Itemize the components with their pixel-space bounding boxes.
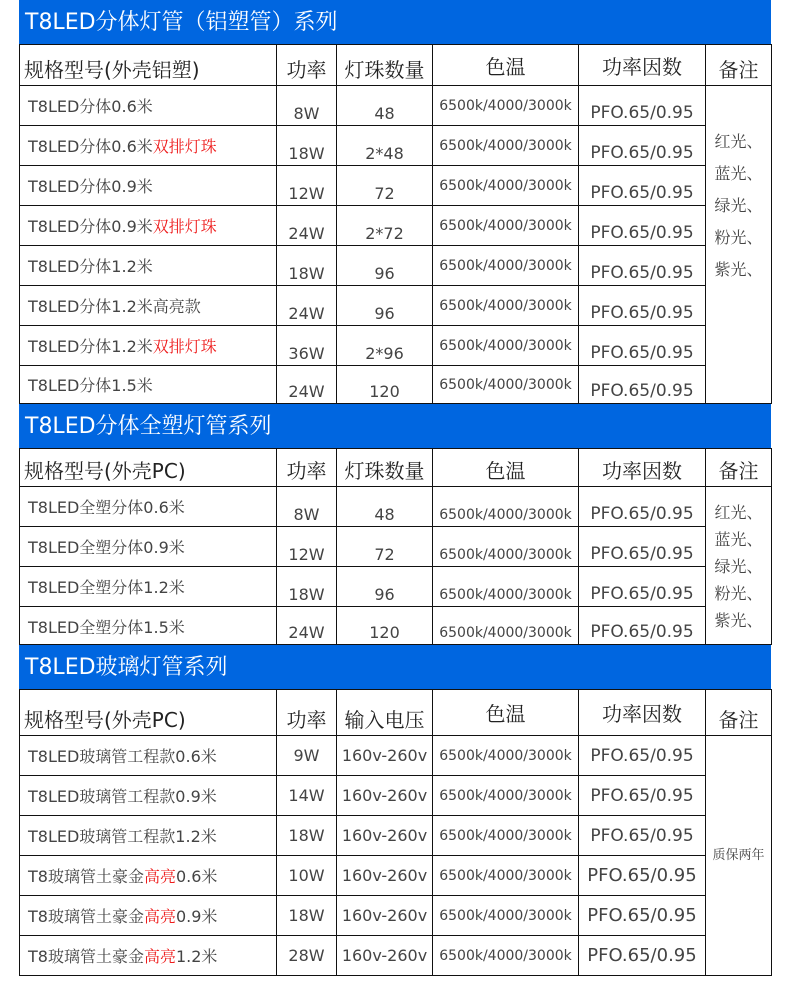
table-full-plastic — [19, 448, 772, 645]
power-factor-cell: PFO.65/0.95 — [579, 736, 706, 776]
power-factor-cell: PFO.65/0.95 — [579, 527, 706, 567]
power-factor-cell: PFO.65/0.95 — [579, 86, 706, 126]
voltage-cell: 160v-260v — [337, 776, 433, 816]
count-cell: 2*48 — [337, 126, 433, 166]
color-temp-cell: 6500k/4000/3000k — [433, 246, 579, 286]
notes-cell: 红光、蓝光、绿光、粉光、紫光、 — [706, 86, 772, 404]
power-cell: 18W — [277, 816, 337, 856]
notes-cell: 红光、蓝光、绿光、粉光、紫光、 — [706, 487, 772, 645]
color-temp-cell: 6500k/4000/3000k — [433, 326, 579, 366]
highlight-text: 双排灯珠 — [152, 337, 217, 356]
table-row — [20, 527, 772, 567]
header-color-temp: 色温 — [433, 449, 579, 487]
power-factor-cell: PFO.65/0.95 — [579, 126, 706, 166]
count-cell: 72 — [337, 166, 433, 206]
header-model: 规格型号(外壳PC) — [20, 449, 277, 487]
table-header-row — [20, 690, 772, 736]
count-cell: 2*72 — [337, 206, 433, 246]
color-temp-cell: 6500k/4000/3000k — [433, 166, 579, 206]
color-temp-cell: 6500k/4000/3000k — [433, 126, 579, 166]
power-factor-cell: PFO.65/0.95 — [579, 487, 706, 527]
header-model: 规格型号(外壳PC) — [20, 690, 277, 736]
power-cell: 12W — [277, 527, 337, 567]
header-power: 功率 — [277, 690, 337, 736]
power-cell: 18W — [277, 126, 337, 166]
power-cell: 18W — [277, 246, 337, 286]
highlight-text: 双排灯珠 — [152, 137, 217, 156]
section-title-full-plastic: T8LED分体全塑灯管系列 — [19, 404, 771, 448]
power-cell: 9W — [277, 736, 337, 776]
voltage-cell: 160v-260v — [337, 816, 433, 856]
table-row — [20, 816, 772, 856]
color-temp-cell: 6500k/4000/3000k — [433, 607, 579, 645]
header-power-factor: 功率因数 — [579, 45, 706, 86]
model-cell: T8LED分体0.9米 — [20, 166, 277, 206]
color-temp-cell: 6500k/4000/3000k — [433, 487, 579, 527]
count-cell: 120 — [337, 366, 433, 404]
voltage-cell: 160v-260v — [337, 936, 433, 976]
model-cell: T8LED全塑分体0.9米 — [20, 527, 277, 567]
power-cell: 28W — [277, 936, 337, 976]
highlight-text: 高亮 — [143, 867, 176, 886]
table-row — [20, 126, 772, 166]
model-cell: T8LED分体0.9米双排灯珠 — [20, 206, 277, 246]
section-title-glass: T8LED玻璃灯管系列 — [19, 645, 771, 689]
voltage-cell: 160v-260v — [337, 856, 433, 896]
model-cell: T8LED玻璃管工程款0.6米 — [20, 736, 277, 776]
model-cell: T8LED分体1.2米双排灯珠 — [20, 326, 277, 366]
header-power: 功率 — [277, 449, 337, 487]
table-aluminum-plastic — [19, 44, 772, 404]
header-power-factor: 功率因数 — [579, 449, 706, 487]
power-cell: 18W — [277, 896, 337, 936]
header-model: 规格型号(外壳铝塑) — [20, 45, 277, 86]
power-cell: 24W — [277, 366, 337, 404]
table-row — [20, 86, 772, 126]
color-temp-cell: 6500k/4000/3000k — [433, 567, 579, 607]
power-factor-cell: PFO.65/0.95 — [579, 896, 706, 936]
count-cell: 120 — [337, 607, 433, 645]
power-factor-cell: PFO.65/0.95 — [579, 607, 706, 645]
table-row — [20, 286, 772, 326]
table-row — [20, 487, 772, 527]
power-cell: 24W — [277, 607, 337, 645]
header-notes: 备注 — [706, 449, 772, 487]
color-temp-cell: 6500k/4000/3000k — [433, 736, 579, 776]
table-row — [20, 607, 772, 645]
header-notes: 备注 — [706, 45, 772, 86]
color-temp-cell: 6500k/4000/3000k — [433, 206, 579, 246]
model-cell: T8玻璃管土豪金高亮0.9米 — [20, 896, 277, 936]
color-temp-cell: 6500k/4000/3000k — [433, 286, 579, 326]
model-cell: T8LED全塑分体1.5米 — [20, 607, 277, 645]
power-factor-cell: PFO.65/0.95 — [579, 567, 706, 607]
section-title-aluminum-plastic: T8LED分体灯管（铝塑管）系列 — [19, 0, 771, 44]
power-cell: 8W — [277, 487, 337, 527]
table-row — [20, 856, 772, 896]
color-temp-cell: 6500k/4000/3000k — [433, 896, 579, 936]
table-row — [20, 366, 772, 404]
table-glass — [19, 689, 772, 976]
power-factor-cell: PFO.65/0.95 — [579, 816, 706, 856]
count-cell: 2*96 — [337, 326, 433, 366]
count-cell: 96 — [337, 286, 433, 326]
count-cell: 96 — [337, 567, 433, 607]
color-temp-cell: 6500k/4000/3000k — [433, 856, 579, 896]
model-cell: T8LED玻璃管工程款1.2米 — [20, 816, 277, 856]
color-temp-cell: 6500k/4000/3000k — [433, 776, 579, 816]
table-header-row — [20, 449, 772, 487]
table-row — [20, 736, 772, 776]
power-cell: 10W — [277, 856, 337, 896]
table-row — [20, 896, 772, 936]
header-color-temp: 色温 — [433, 45, 579, 86]
notes-cell: 质保两年 — [706, 736, 772, 976]
count-cell: 72 — [337, 527, 433, 567]
color-temp-cell: 6500k/4000/3000k — [433, 527, 579, 567]
power-cell: 36W — [277, 326, 337, 366]
header-led-count: 灯珠数量 — [337, 449, 433, 487]
highlight-text: 高亮 — [143, 907, 176, 926]
model-cell: T8LED分体1.2米 — [20, 246, 277, 286]
power-factor-cell: PFO.65/0.95 — [579, 366, 706, 404]
model-cell: T8LED分体1.5米 — [20, 366, 277, 404]
header-input-voltage: 输入电压 — [337, 690, 433, 736]
header-power-factor: 功率因数 — [579, 690, 706, 736]
model-cell: T8玻璃管土豪金高亮1.2米 — [20, 936, 277, 976]
color-temp-cell: 6500k/4000/3000k — [433, 366, 579, 404]
power-factor-cell: PFO.65/0.95 — [579, 326, 706, 366]
power-factor-cell: PFO.65/0.95 — [579, 776, 706, 816]
power-factor-cell: PFO.65/0.95 — [579, 936, 706, 976]
model-cell: T8玻璃管土豪金高亮0.6米 — [20, 856, 277, 896]
table-header-row — [20, 45, 772, 86]
power-cell: 24W — [277, 206, 337, 246]
voltage-cell: 160v-260v — [337, 896, 433, 936]
color-temp-cell: 6500k/4000/3000k — [433, 816, 579, 856]
header-power: 功率 — [277, 45, 337, 86]
table-row — [20, 206, 772, 246]
model-cell: T8LED全塑分体0.6米 — [20, 487, 277, 527]
model-cell: T8LED分体0.6米双排灯珠 — [20, 126, 277, 166]
voltage-cell: 160v-260v — [337, 736, 433, 776]
highlight-text: 双排灯珠 — [152, 217, 217, 236]
table-row — [20, 166, 772, 206]
power-cell: 18W — [277, 567, 337, 607]
table-row — [20, 246, 772, 286]
table-row — [20, 776, 772, 816]
header-led-count: 灯珠数量 — [337, 45, 433, 86]
color-temp-cell: 6500k/4000/3000k — [433, 936, 579, 976]
power-factor-cell: PFO.65/0.95 — [579, 286, 706, 326]
header-notes: 备注 — [706, 690, 772, 736]
table-row — [20, 567, 772, 607]
model-cell: T8LED分体0.6米 — [20, 86, 277, 126]
header-color-temp: 色温 — [433, 690, 579, 736]
power-factor-cell: PFO.65/0.95 — [579, 166, 706, 206]
spec-sheet — [19, 0, 771, 976]
power-cell: 24W — [277, 286, 337, 326]
highlight-text: 高亮 — [143, 947, 176, 966]
power-cell: 12W — [277, 166, 337, 206]
model-cell: T8LED玻璃管工程款0.9米 — [20, 776, 277, 816]
count-cell: 48 — [337, 86, 433, 126]
table-row — [20, 936, 772, 976]
power-cell: 14W — [277, 776, 337, 816]
power-factor-cell: PFO.65/0.95 — [579, 856, 706, 896]
model-cell: T8LED全塑分体1.2米 — [20, 567, 277, 607]
model-cell: T8LED分体1.2米高亮款 — [20, 286, 277, 326]
count-cell: 48 — [337, 487, 433, 527]
color-temp-cell: 6500k/4000/3000k — [433, 86, 579, 126]
power-factor-cell: PFO.65/0.95 — [579, 246, 706, 286]
power-cell: 8W — [277, 86, 337, 126]
table-row — [20, 326, 772, 366]
count-cell: 96 — [337, 246, 433, 286]
power-factor-cell: PFO.65/0.95 — [579, 206, 706, 246]
